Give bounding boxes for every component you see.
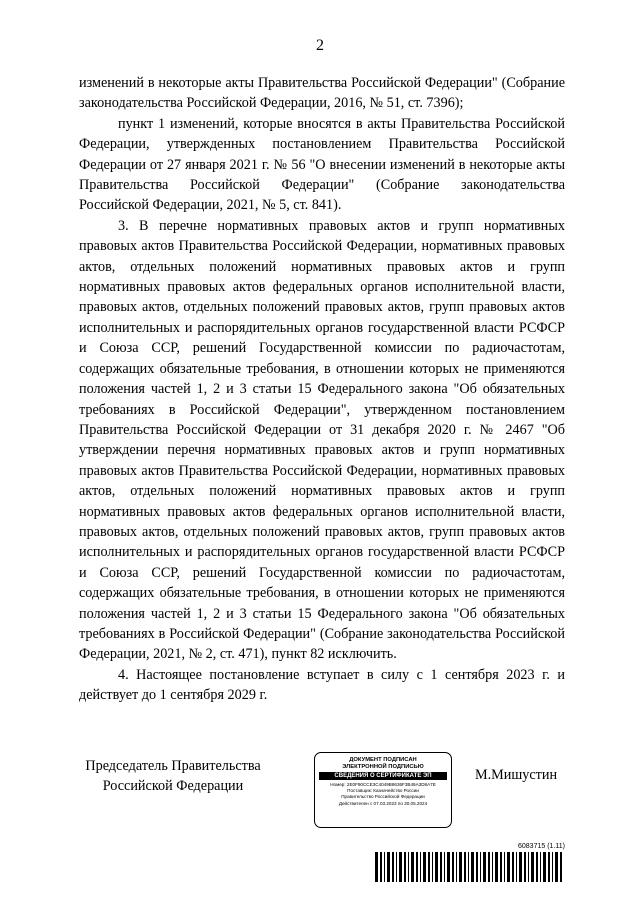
stamp-owner: Правительство Российской Федерации	[341, 794, 425, 800]
paragraph: изменений в некоторые акты Правительства Российской Федерации" (Собрание законодательства Российской Федерации, 2016, № 51, ст. 7396);	[79, 75, 565, 112]
signer-position-line: Российской Федерации	[102, 778, 244, 794]
stamp-validity: Действителен с 07.03.2023 по 30.05.2024	[338, 800, 428, 806]
stamp-supplier: Поставщик: Казначейство России	[347, 788, 419, 794]
barcode-icon	[375, 852, 565, 882]
stamp-title-line: ЭЛЕКТРОННОЙ ПОДПИСЬЮ	[342, 764, 424, 770]
document-body	[79, 73, 565, 706]
signer-position	[78, 756, 268, 796]
paragraph: 3. В перечне нормативных правовых актов и групп нормативных правовых актов Правительства Российской Федерации, нормативных правовых актов, отдельных положений нормативных правовых актов и групп нормативных правовых актов федеральных органов исполнительной власти, правовых актов, отдельных положений правовых актов, групп правовых актов исполнительных и распорядительных органов государственной власти РСФСР и Союза ССР, решений Государственной комиссии по радиочастотам, содержащих обязательные требования, в отношении которых не применяются положения частей 1, 2 и 3 статьи 15 Федерального закона "Об обязательных требованиях в Российской Федерации", утвержденном постановлением Правительства Российской Федерации от 31 декабря 2020 г. № 2467 "Об утверждении перечня нормативных правовых актов и групп нормативных правовых актов Правительства Российской Федерации, нормативных правовых актов, отдельных положений нормативных правовых актов и групп нормативных правовых актов федеральных органов исполнительной власти, правовых актов, отдельных положений правовых актов, групп правовых актов исполнительных и распорядительных органов государственной власти РСФСР и Союза ССР, решений Государственной комиссии по радиочастотам, содержащих обязательные требования, в отношении которых не применяются положения частей 1, 2 и 3 статьи 15 Федерального закона "Об обязательных требованиях в Российской Федерации" (Собрание законодательства Российской Федерации, 2021, № 2, ст. 471), пункт 82 исключить.	[79, 217, 565, 663]
page-number: 2	[316, 37, 324, 54]
stamp-title	[315, 757, 451, 771]
document-code: 6083715 (1.11)	[518, 843, 565, 850]
paragraph: пункт 1 изменений, которые вносятся в акты Правительства Российской Федерации, утвержденных постановлением Правительства Российской Федерации от 27 января 2021 г. № 56 "О внесении изменений в некоторые акты Правительства Российской Федерации" (Собрание законодательства Российской Федерации, 2021, № 5, ст. 841).	[79, 115, 565, 214]
electronic-signature-stamp	[314, 752, 452, 828]
stamp-title-line: ДОКУМЕНТ ПОДПИСАН	[349, 757, 417, 763]
stamp-banner: СВЕДЕНИЯ О СЕРТИФИКАТЕ ЭП	[319, 772, 447, 780]
signer-position-line: Председатель Правительства	[85, 758, 261, 774]
signer-name: М.Мишустин	[475, 767, 558, 783]
stamp-cert-number: Номер: 2E0F90CCE3C4049B8636F3B49A3D8A7E	[330, 782, 436, 787]
paragraph: 4. Настоящее постановление вступает в силу с 1 сентября 2023 г. и действует до 1 сентября 2029 г.	[79, 666, 565, 704]
